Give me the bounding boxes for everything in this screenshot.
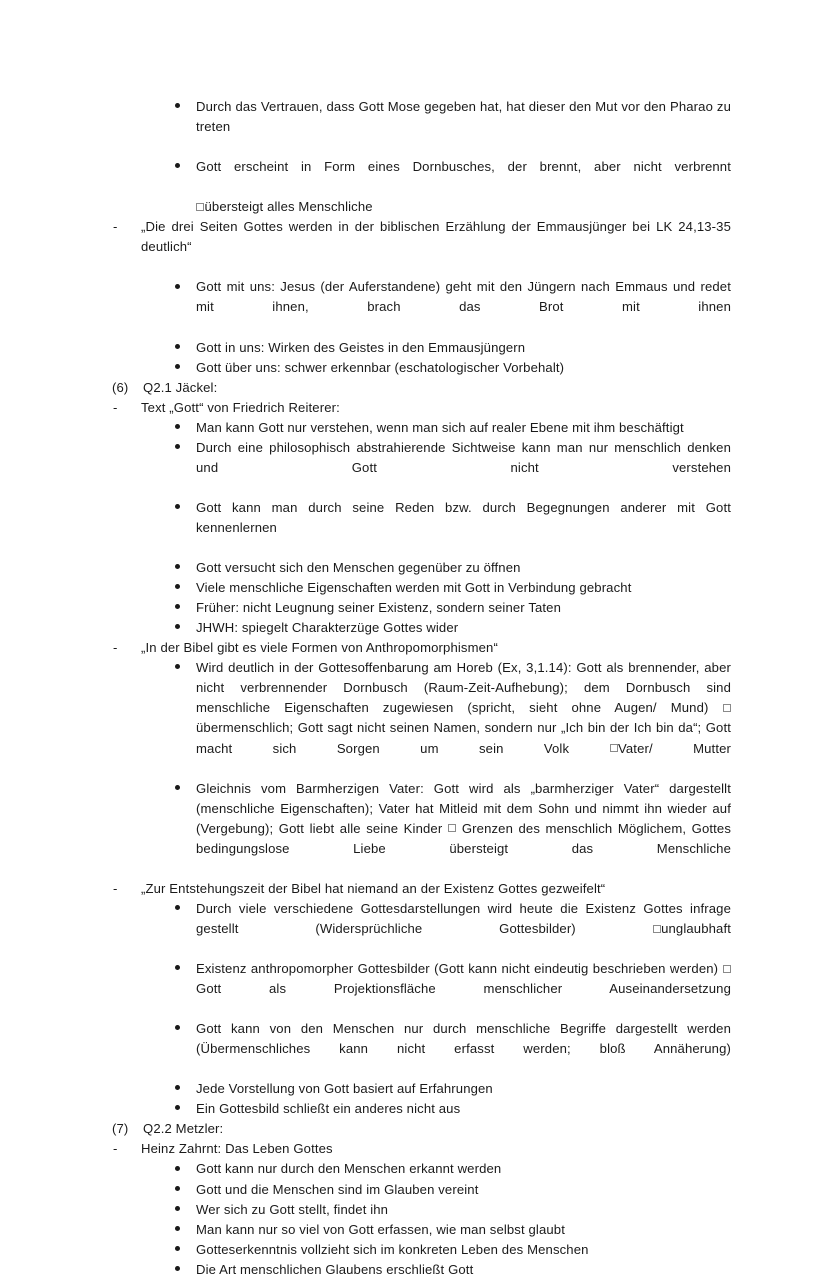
outline-bullet-text: Gott in uns: Wirken des Geistes in den Emmausjüngern bbox=[196, 339, 526, 355]
outline-bullet-item bbox=[175, 658, 731, 778]
outline-text-segment: Vater/ Mutter bbox=[618, 740, 731, 756]
bullet-marker-icon bbox=[175, 558, 196, 578]
outline-text-segment: Gleichnis vom Barmherzigen Vater: Gott wird als „barmherziger Vater“ dargestellt (menschliche Eigenschaften); Vater hat Mitleid mit dem Sohn und nimmt ihn wieder auf (Vergebung); Gott liebt alle seine Kinder bbox=[196, 780, 731, 836]
outline-bullet-text: Durch das Vertrauen, dass Gott Mose gegeben hat, hat dieser den Mut vor den Pharao zu treten bbox=[196, 99, 731, 135]
bullet-marker-icon bbox=[175, 658, 196, 678]
outline-bullet-text: Wer sich zu Gott stellt, findet ihn bbox=[196, 1201, 389, 1217]
bullet-marker-icon bbox=[175, 1260, 196, 1280]
outline-bullet-item bbox=[175, 97, 731, 157]
outline-bullet-text: Jede Vorstellung von Gott basiert auf Erfahrungen bbox=[196, 1081, 493, 1097]
outline-bullet-text: Gott über uns: schwer erkennbar (eschatologischer Vorbehalt) bbox=[196, 359, 565, 375]
bullet-marker-icon bbox=[175, 1159, 196, 1179]
bullet-marker-icon bbox=[175, 598, 196, 618]
outline-continuation-line bbox=[175, 197, 731, 217]
outline-bullet-item bbox=[175, 498, 731, 558]
bullet-marker-icon bbox=[175, 779, 196, 799]
bullet-marker-icon bbox=[175, 97, 196, 117]
bullet-marker-icon bbox=[175, 338, 196, 358]
outline-text-segment: Grenzen des menschlich Möglichem, Gottes bedingungslose Liebe übersteigt das Menschliche bbox=[196, 820, 731, 856]
outline-bullet-item bbox=[175, 1260, 731, 1280]
outline-bullet-item bbox=[175, 1079, 731, 1099]
outline-bullet-item bbox=[175, 558, 731, 578]
bullet-marker-icon bbox=[175, 438, 196, 458]
outline-bullet-item bbox=[175, 779, 731, 879]
outline-dash-text: Text „Gott“ von Friedrich Reiterer: bbox=[141, 399, 340, 415]
dash-marker: - bbox=[113, 640, 118, 656]
bullet-marker-icon bbox=[175, 277, 196, 297]
outline-bullet-text: Gott erscheint in Form eines Dornbusches, der brennt, aber nicht verbrennt bbox=[196, 159, 731, 175]
bullet-marker-icon bbox=[175, 1019, 196, 1039]
outline-bullet-item bbox=[175, 1019, 731, 1079]
outline-text-segment: übersteigt alles Menschliche bbox=[204, 199, 373, 215]
outline-bullet-item bbox=[175, 358, 731, 378]
missing-glyph-box-icon bbox=[196, 203, 204, 211]
outline-bullet-item bbox=[175, 618, 731, 638]
outline-bullet-text bbox=[196, 959, 731, 1019]
outline-bullet-text: Man kann nur so viel von Gott erfassen, wie man selbst glaubt bbox=[196, 1221, 565, 1237]
outline-bullet-item bbox=[175, 1220, 731, 1240]
outline-bullet-text bbox=[196, 658, 731, 778]
outline-bullet-text bbox=[196, 899, 731, 959]
outline-bullet-text: Gott kann man durch seine Reden bzw. durch Begegnungen anderer mit Gott kennenlernen bbox=[196, 499, 731, 535]
outline-text-segment: Gott als Projektionsfläche menschlicher Auseinandersetzung bbox=[196, 981, 731, 997]
outline-bullet-item bbox=[175, 338, 731, 358]
bullet-marker-icon bbox=[175, 1180, 196, 1200]
outline-bullet-text: Ein Gottesbild schließt ein anderes nicht aus bbox=[196, 1101, 461, 1117]
outline-dash-text: „Zur Entstehungszeit der Bibel hat niemand an der Existenz Gottes gezweifelt“ bbox=[141, 880, 606, 896]
outline-bullet-item bbox=[175, 1200, 731, 1220]
outline-bullet-item bbox=[175, 1159, 731, 1179]
bullet-marker-icon bbox=[175, 418, 196, 438]
bullet-marker-icon bbox=[175, 899, 196, 919]
outline-dash-item bbox=[113, 398, 731, 418]
outline-bullet-item bbox=[175, 598, 731, 618]
bullet-marker-icon bbox=[175, 358, 196, 378]
missing-glyph-box-icon bbox=[723, 704, 731, 712]
outline-bullet-item bbox=[175, 277, 731, 337]
outline-bullet-text bbox=[196, 779, 731, 879]
outline-heading-text: Q2.1 Jäckel: bbox=[143, 379, 218, 395]
dash-marker: - bbox=[113, 1141, 118, 1157]
outline-heading-text: Q2.2 Metzler: bbox=[143, 1121, 224, 1137]
outline-bullet-item bbox=[175, 1240, 731, 1260]
number-marker: (6) bbox=[112, 379, 129, 395]
outline-bullet-text: Durch eine philosophisch abstrahierende Sichtweise kann man nur menschlich denken und Gott nicht verstehen bbox=[196, 439, 731, 475]
outline-bullet-item bbox=[175, 1180, 731, 1200]
outline-bullet-text: Gott kann nur durch den Menschen erkannt werden bbox=[196, 1161, 502, 1177]
bullet-marker-icon bbox=[175, 1079, 196, 1099]
outline-dash-item bbox=[113, 1139, 731, 1159]
outline-list bbox=[99, 97, 731, 1280]
outline-bullet-text: Gott versucht sich den Menschen gegenüber zu öffnen bbox=[196, 560, 521, 576]
outline-text-segment: Durch viele verschiedene Gottesdarstellungen wird heute die Existenz Gottes infrage gestellt (Widersprüchliche Gottesbilder) bbox=[196, 900, 731, 936]
outline-continuation-text bbox=[196, 197, 731, 217]
outline-bullet-text: Man kann Gott nur verstehen, wenn man sich auf realer Ebene mit ihm beschäftigt bbox=[196, 419, 684, 435]
outline-bullet-item bbox=[175, 959, 731, 1019]
outline-bullet-item bbox=[175, 157, 731, 197]
outline-dash-item bbox=[113, 879, 731, 899]
bullet-marker-icon bbox=[175, 1200, 196, 1220]
outline-dash-text: „Die drei Seiten Gottes werden in der biblischen Erzählung der Emmausjünger bei LK 24,13-35 deutlich“ bbox=[141, 219, 731, 255]
outline-bullet-text: Gotteserkenntnis vollzieht sich im konkreten Leben des Menschen bbox=[196, 1241, 589, 1257]
outline-dash-item bbox=[113, 217, 731, 277]
missing-glyph-box-icon bbox=[610, 744, 618, 752]
outline-text-segment: unglaubhaft bbox=[661, 920, 731, 936]
outline-bullet-item bbox=[175, 418, 731, 438]
dash-marker: - bbox=[113, 880, 118, 896]
missing-glyph-box-icon bbox=[653, 925, 661, 933]
outline-dash-item bbox=[113, 638, 731, 658]
bullet-marker-icon bbox=[175, 959, 196, 979]
outline-dash-text: Heinz Zahrnt: Das Leben Gottes bbox=[141, 1141, 333, 1157]
dash-marker: - bbox=[113, 399, 118, 415]
dash-marker: - bbox=[113, 219, 118, 235]
number-marker: (7) bbox=[112, 1121, 129, 1137]
bullet-marker-icon bbox=[175, 157, 196, 177]
bullet-marker-icon bbox=[175, 1099, 196, 1119]
bullet-marker-icon bbox=[175, 1240, 196, 1260]
outline-text-segment: Wird deutlich in der Gottesoffenbarung am Horeb (Ex, 3,1.14): Gott als brennender, aber nicht verbrennender Dornbusch (Raum-Zeit-Aufhebung); dem Dornbusch sind menschliche Eigenschaften zugewiesen (spricht, sieht ohne Augen/ Mund) bbox=[196, 660, 731, 716]
outline-bullet-text: JHWH: spiegelt Charakterzüge Gottes wider bbox=[196, 620, 459, 636]
bullet-marker-icon bbox=[175, 618, 196, 638]
outline-dash-text: „In der Bibel gibt es viele Formen von Anthropomorphismen“ bbox=[141, 640, 498, 656]
outline-bullet-item bbox=[175, 1099, 731, 1119]
outline-bullet-text: Früher: nicht Leugnung seiner Existenz, sondern seiner Taten bbox=[196, 600, 562, 616]
bullet-marker-icon bbox=[175, 578, 196, 598]
outline-bullet-text: Gott kann von den Menschen nur durch menschliche Begriffe dargestellt werden (Übermenschliches kann nicht erfasst werden; bloß Annäherung) bbox=[196, 1021, 731, 1057]
outline-bullet-text: Gott und die Menschen sind im Glauben vereint bbox=[196, 1181, 479, 1197]
outline-bullet-item bbox=[175, 578, 731, 598]
outline-bullet-text: Die Art menschlichen Glaubens erschließt Gott bbox=[196, 1261, 474, 1277]
outline-bullet-text: Viele menschliche Eigenschaften werden mit Gott in Verbindung gebracht bbox=[196, 580, 632, 596]
bullet-marker-icon bbox=[175, 498, 196, 518]
outline-text-segment: übermenschlich; Gott sagt nicht seinen Namen, sondern nur „Ich bin der Ich bin da“; Gott macht sich Sorgen um sein Volk bbox=[196, 720, 731, 756]
outline-text-segment: Existenz anthropomorpher Gottesbilder (Gott kann nicht eindeutig beschrieben werden) bbox=[196, 961, 723, 977]
outline-numbered-heading bbox=[112, 378, 731, 398]
outline-bullet-item bbox=[175, 438, 731, 498]
outline-bullet-text: Gott mit uns: Jesus (der Auferstandene) geht mit den Jüngern nach Emmaus und redet mit ihnen, brach das Brot mit ihnen bbox=[196, 279, 731, 315]
outline-numbered-heading bbox=[112, 1119, 731, 1139]
missing-glyph-box-icon bbox=[723, 965, 731, 973]
missing-glyph-box-icon bbox=[448, 824, 456, 832]
outline-bullet-item bbox=[175, 899, 731, 959]
bullet-marker-icon bbox=[175, 1220, 196, 1240]
